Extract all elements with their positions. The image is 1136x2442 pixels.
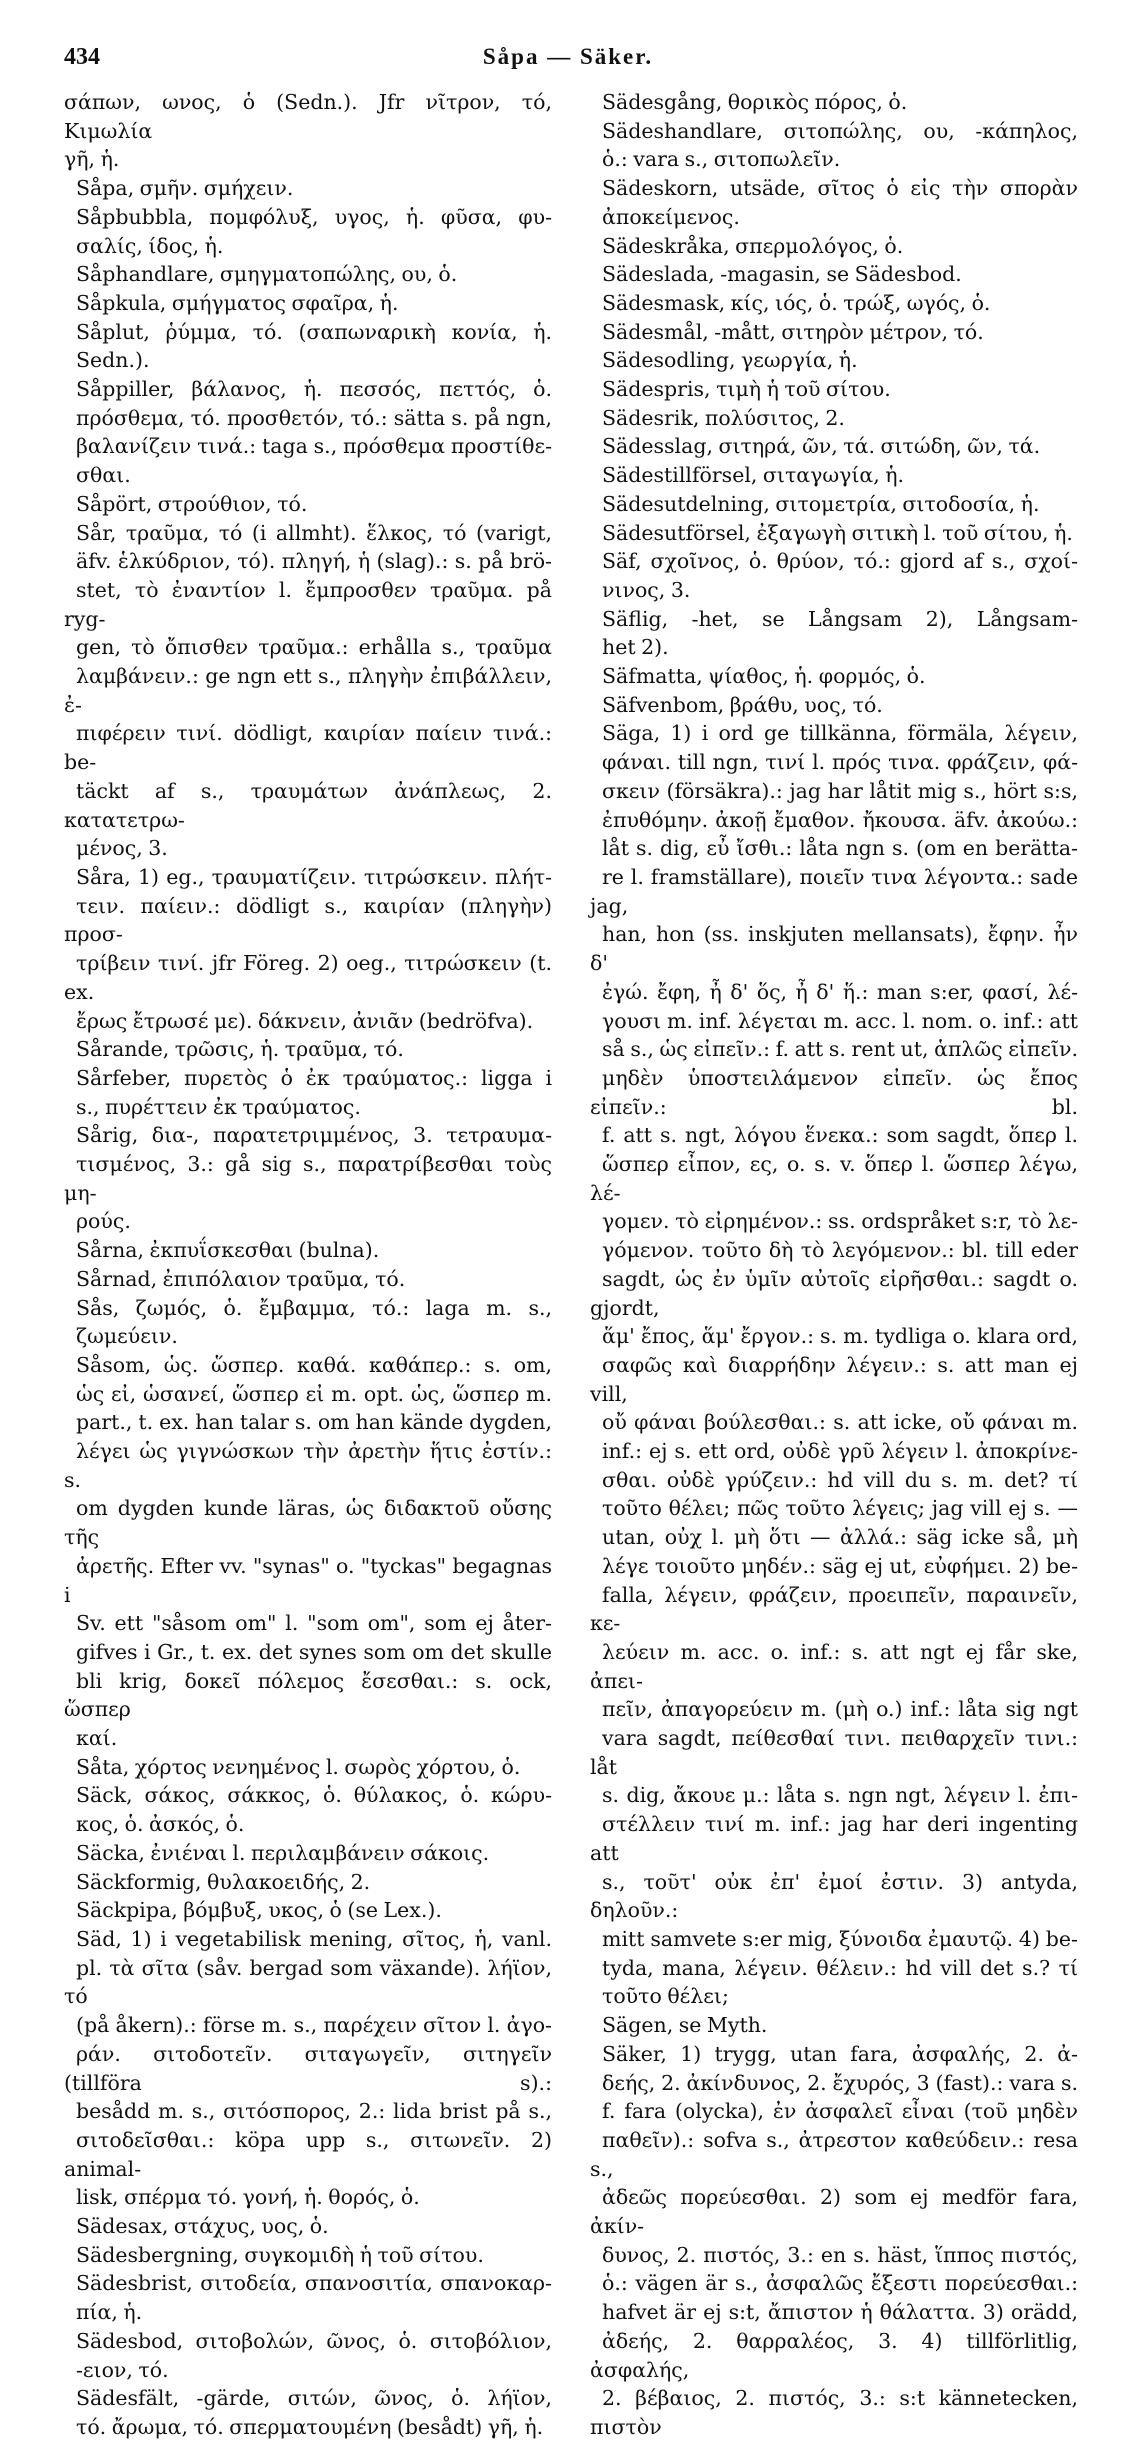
entry-line: Sädesmål, -mått, σιτηρὸν μέτρον, τό.: [602, 319, 984, 344]
entry-line: ἀδεῶς πορεύεσθαι. 2) som ej medför fara, ἀκίν-: [590, 2185, 1078, 2239]
entry-line: Sädesbod, σιτοβολών, ῶνος, ὁ. σιτοβόλιον,: [76, 2328, 552, 2353]
entry-line: Såsom, ὡς. ὥσπερ. καθά. καθάπερ.: s. om,: [76, 1352, 552, 1377]
entry-line: Sedn.).: [76, 348, 150, 373]
dictionary-entry: [64, 289, 552, 318]
page-header: [64, 44, 1072, 74]
entry-line: Säker, 1) trygg, utan fara, ἀσφαλής, 2. ἀ-: [602, 2041, 1078, 2066]
entry-line: νινος, 3.: [602, 577, 691, 602]
dictionary-entry: [590, 260, 1078, 289]
dictionary-entry: [64, 2241, 552, 2270]
entry-line: Såpkula, σμήγματος σφαῖρα, ἡ.: [76, 290, 399, 315]
entry-line: πία, ἡ.: [76, 2300, 143, 2325]
dictionary-entry: [590, 174, 1078, 231]
entry-line: Säck, σάκος, σάκκος, ὁ. θύλακος, ὁ. κώρυ-: [76, 1783, 552, 1808]
dictionary-entry: [64, 519, 552, 863]
entry-line: γῆ, ἡ.: [64, 147, 120, 172]
entry-line: σκειν (försäkra).: jag har låtit mig s., hört s:s,: [602, 778, 1078, 803]
dictionary-entry: [590, 88, 1078, 117]
entry-line: 2. βέβαιος, 2. πιστός, 3.: s:t kännetecken, πιστὸν: [590, 2386, 1078, 2439]
entry-line: γουσι m. inf. λέγεται m. acc. l. nom. o. inf.: att: [602, 1008, 1078, 1033]
entry-line: Sädesodling, γεωργία, ἡ.: [602, 348, 858, 373]
entry-line: Säcka, ἐνιέναι l. περιλαμβάνειν σάκοις.: [76, 1840, 490, 1865]
entry-line: Sägen, se Myth.: [602, 2013, 768, 2038]
entry-line: ρούς.: [76, 1209, 131, 1234]
entry-line: ὁ.: vägen är s., ἀσφαλῶς ἔξεστι πορεύεσθαι.:: [602, 2271, 1078, 2296]
dictionary-entry: [64, 1236, 552, 1265]
continued-entry: [64, 88, 552, 174]
dictionary-entry: [64, 1064, 552, 1121]
entry-line: παθεῖν).: sofva s., ἀτρεστον καθεύδειν.: resa s.,: [590, 2127, 1078, 2181]
dictionary-entry: [590, 117, 1078, 174]
dictionary-entry: [64, 2327, 552, 2384]
dictionary-entry: [590, 232, 1078, 261]
dictionary-entry: [64, 1121, 552, 1236]
entry-line: Såpbubbla, πομφόλυξ, υγος, ἡ. φῦσα, φυ-: [76, 204, 552, 229]
entry-line: Såra, 1) eg., τραυματίζειν. τιτρώσκειν. πλήτ-: [76, 864, 552, 889]
entry-line: μηδὲν ὑποστειλάμενον εἰπεῖν. ὡς ἔπος εἰπεῖν.: bl.: [590, 1065, 1078, 1119]
entry-line: τρίβειν τινί. jfr Föreg. 2) oeg., τιτρώσκειν (t. ex.: [64, 951, 552, 1004]
entry-line: μένος, 3.: [76, 836, 168, 861]
entry-line: s., πυρέττειν ἐκ τραύματος.: [76, 1094, 361, 1119]
entry-line: οὔ φάναι βούλεσθαι.: s. att icke, οὔ φάναι m.: [602, 1410, 1078, 1435]
entry-line: Såplut, ῥύμμα, τό. (σαπωναρικὴ κονία, ἡ.: [76, 319, 552, 344]
entry-line: γόμενον. τοῦτο δὴ τὸ λεγόμενον.: bl. till eder: [602, 1238, 1078, 1263]
dictionary-entry: [590, 691, 1078, 720]
dictionary-entry: [64, 1035, 552, 1064]
entry-line: τειν. παίειν.: dödligt s., καιρίαν (πληγὴν) προσ-: [64, 893, 552, 947]
entry-line: Sås, ζωμός, ὁ. ἔμβαμμα, τό.: laga m. s.,: [76, 1295, 552, 1320]
entry-line: f. fara (olycka), ἐν ἀσφαλεῖ εἶναι (τοῦ μηδὲν: [602, 2099, 1078, 2124]
entry-line: Sårig, δια-, παρατετριμμένος, 3. τετραυμα-: [76, 1123, 552, 1148]
entry-line: πρόσθεμα, τό. προσθετόν, τό.: sätta s. på ngn,: [76, 405, 552, 430]
entry-line: ὁ.: vara s., σιτοπωλεῖν.: [602, 147, 841, 172]
dictionary-entry: [590, 719, 1078, 2011]
entry-line: Säd, 1) i vegetabilisk mening, σῖτος, ἡ, vanl.: [76, 1927, 552, 1951]
dictionary-entry: [64, 2269, 552, 2326]
entry-line: Sårande, τρῶσις, ἡ. τραῦμα, τό.: [76, 1037, 404, 1062]
dictionary-entry: [64, 1351, 552, 1753]
dictionary-entry: [590, 375, 1078, 404]
entry-line: Sädeslada, -magasin, se Sädesbod.: [602, 262, 962, 287]
entry-line: s. dig, ἄκουε μ.: låta s. ngn ngt, λέγειν l. ἐπι-: [602, 1783, 1078, 1808]
entry-line: λέγε τοιοῦτο μηδέν.: säg ej ut, εὐφήμει. 2) be-: [602, 1553, 1078, 1578]
entry-line: Sädestillförsel, σιταγωγία, ἡ.: [602, 463, 905, 488]
entry-line: Såpört, στρούθιον, τό.: [76, 491, 308, 516]
entry-line: σιτοδεῖσθαι.: köpa upp s., σιτωνεῖν. 2) animal-: [64, 2127, 552, 2181]
dictionary-entry: [64, 174, 552, 203]
running-head: Såpa — Säker.: [482, 44, 654, 69]
entry-line: Sädeshandlare, σιτοπώλης, ου, -κάπηλος,: [602, 118, 1078, 143]
left-column: [64, 88, 552, 2442]
entry-line: Sädesgång, θορικὸς πόρος, ὁ.: [602, 90, 908, 114]
entry-line: Sädesslag, σιτηρά, ῶν, τά. σιτώδη, ῶν, τά.: [602, 434, 1041, 459]
entry-line: Sv. ett "såsom om" l. "som om", som ej åter-: [76, 1611, 552, 1636]
entry-line: σαφῶς καὶ διαρρήδην λέγειν.: s. att man ej vill,: [590, 1352, 1078, 1406]
dictionary-entry: [590, 318, 1078, 347]
dictionary-entry: [64, 2384, 552, 2441]
entry-line: täckt af s., τραυμάτων ἀνάπλεως, 2. κατατετρω-: [64, 778, 552, 832]
entry-line: sagdt, ὡς ἐν ὑμῖν αὐτοῖς εἰρῆσθαι.: sagdt o. gjordt,: [590, 1266, 1078, 1320]
entry-line: vara sagdt, πείθεσθαί τινι. πειθαρχεῖν τινι.: låt: [590, 1726, 1078, 1779]
entry-line: ἔρως ἔτρωσέ με). δάκνειν, ἀνιᾶν (bedröfva).: [76, 1008, 534, 1033]
dictionary-entry: [64, 1839, 552, 1868]
entry-line: βαλανίζειν τινά.: taga s., πρόσθεμα προστίθε-: [76, 434, 552, 459]
entry-line: φάναι. till ngn, τινί l. πρός τινα. φράζειν, φά-: [602, 750, 1078, 775]
entry-line: ἐπυθόμην. ἀκοῇ ἔμαθον. ἤκουσα. äfv. ἀκούω.:: [602, 807, 1078, 832]
dictionary-entry: [64, 375, 552, 490]
entry-line: ἀδεής, 2. θαρραλέος, 3. 4) tillförlitlig, ἀσφαλής,: [590, 2328, 1078, 2382]
entry-line: Sädesfält, -gärde, σιτών, ῶνος, ὁ. λήϊον,: [76, 2386, 552, 2411]
entry-line: Säckpipa, βόμβυξ, υκος, ὁ (se Lex.).: [76, 1898, 442, 1923]
entry-line: så s., ὡς εἰπεῖν.: f. att s. rent ut, ἁπλῶς εἰπεῖν.: [602, 1037, 1078, 1062]
entry-line: Sädespris, τιμὴ ἡ τοῦ σίτου.: [602, 377, 891, 402]
entry-line: Såphandlare, σμηγματοπώλης, ου, ὁ.: [76, 262, 458, 287]
entry-line: hafvet är ej s:t, ἄπιστον ἡ θάλαττα. 3) orädd,: [602, 2300, 1078, 2325]
entry-line: f. att s. ngt, λόγου ἕνεκα.: som sagdt, ὅπερ l.: [602, 1123, 1078, 1148]
entry-line: σάπων, ωνος, ὁ (Sedn.). Jfr νῖτρον, τό, Κιμωλία: [64, 90, 552, 143]
entry-line: Sädesutdelning, σιτομετρία, σιτοδοσία, ἡ.: [602, 491, 1040, 516]
dictionary-entry: [590, 605, 1078, 662]
entry-line: han, hon (ss. inskjuten mellansats), ἔφην. ἦν δ': [590, 922, 1078, 976]
dictionary-entry: [590, 289, 1078, 318]
entry-line: ἅμ' ἔπος, ἅμ' ἔργον.: s. m. tydliga o. klara ord,: [602, 1324, 1078, 1349]
dictionary-entry: [64, 1781, 552, 1838]
entry-line: het 2).: [602, 635, 669, 660]
entry-line: ἀρετῆς. Efter vv. "synas" o. "tyckas" begagnas i: [64, 1553, 552, 1607]
entry-line: Sädesax, στάχυς, υος, ὁ.: [76, 2214, 329, 2239]
entry-line: Säga, 1) i ord ge tillkänna, förmäla, λέγειν,: [602, 721, 1078, 746]
dictionary-entry: [64, 1265, 552, 1294]
entry-line: Sädesbrist, σιτοδεία, σπανοσιτία, σπανοκαρ-: [76, 2271, 552, 2296]
entry-line: Säf, σχοῖνος, ὁ. θρύον, τό.: gjord af s., σχοί-: [602, 549, 1078, 574]
entry-line: ἐγώ. ἔφη, ἦ δ' ὅς, ἦ δ' ἥ.: man s:er, φασί, λέ-: [602, 979, 1078, 1004]
entry-line: besådd m. s., σιτόσπορος, 2.: lida brist på s.,: [76, 2099, 552, 2124]
dictionary-entry: [64, 318, 552, 375]
entry-line: κος, ὁ. ἀσκός, ὁ.: [76, 1812, 245, 1837]
dictionary-entry: [64, 1925, 552, 2212]
entry-line: τό. ἄρωμα, τό. σπερματουμένη (besådt) γῆ, ἡ.: [76, 2414, 544, 2439]
entry-line: s., τοῦτ' οὐκ ἐπ' ἐμοί ἐστιν. 3) antyda, δηλοῦν.:: [590, 1869, 1078, 1923]
entry-line: γομεν. τὸ εἰρημένον.: ss. ordspråket s:r, τὸ λε-: [602, 1209, 1078, 1234]
entry-line: σθαι. οὐδὲ γρύζειν.: hd vill du s. m. det? τί: [602, 1467, 1078, 1492]
entry-line: tyda, mana, λέγειν. θέλειν.: hd vill det s.? τί: [602, 1955, 1078, 1980]
entry-line: Såpa, σμῆν. σμήχειν.: [76, 176, 294, 201]
dictionary-entry: [64, 1753, 552, 1782]
entry-line: ὥσπερ εἶπον, ες, o. s. v. ὅπερ l. ὥσπερ λέγω, λέ-: [590, 1152, 1078, 1205]
entry-line: gifves i Gr., t. ex. det synes som om det skulle: [76, 1639, 552, 1664]
dictionary-entry: [64, 260, 552, 289]
entry-line: στέλλειν τινί m. inf.: jag har deri ingenting att: [590, 1812, 1078, 1865]
entry-line: Sädeskråka, σπερμολόγος, ὁ.: [602, 233, 904, 258]
page-number: 434: [64, 44, 100, 70]
dictionary-entry: [590, 662, 1078, 691]
dictionary-entry: [64, 203, 552, 260]
entry-line: σαλίς, ίδος, ἡ.: [76, 233, 224, 258]
entry-line: om dygden kunde läras, ὡς διδακτοῦ οὔσης τῆς: [64, 1496, 552, 1550]
entry-line: πεῖν, ἀπαγορεύειν m. (μὴ o.) inf.: låta sig ngt: [602, 1697, 1078, 1722]
dictionary-entry: [64, 1294, 552, 1351]
entry-line: τισμένος, 3.: gå sig s., παρατρίβεσθαι τοὺς μη-: [64, 1152, 552, 1205]
entry-line: Säfmatta, ψίαθος, ἡ. φορμός, ὁ.: [602, 664, 926, 689]
entry-line: Sårfeber, πυρετὸς ὁ ἐκ τραύματος.: ligga i: [76, 1065, 552, 1090]
entry-line: inf.: ej s. ett ord, οὐδὲ γρῦ λέγειν l. ἀποκρίνε-: [602, 1439, 1078, 1464]
entry-line: bli krig, δοκεῖ πόλεμος ἔσεσθαι.: s. ock, ὥσπερ: [64, 1668, 552, 1722]
entry-line: gen, τὸ ὄπισθεν τραῦμα.: erhålla s., τραῦμα: [76, 635, 552, 660]
entry-line: part., t. ex. han talar s. om han kände dygden,: [76, 1410, 552, 1435]
dictionary-entry: [590, 490, 1078, 519]
entry-line: Sårnad, ἐπιπόλαιον τραῦμα, τό.: [76, 1266, 406, 1291]
entry-line: δεής, 2. ἀκίνδυνος, 2. ἔχυρός, 3 (fast).: vara s.: [602, 2070, 1078, 2095]
dictionary-entry: [590, 461, 1078, 490]
entry-line: ζωμεύειν.: [76, 1324, 178, 1349]
entry-line: λεύειν m. acc. o. inf.: s. att ngt ej får ske, ἀπει-: [590, 1639, 1078, 1693]
dictionary-entry: [64, 1868, 552, 1897]
dictionary-entry: [64, 2212, 552, 2241]
entry-line: Sädesmask, κίς, ιός, ὁ. τρώξ, ωγός, ὁ.: [602, 290, 991, 315]
entry-line: τοῦτο θέλει; πῶς τοῦτο λέγεις; jag vill ej s. —: [602, 1496, 1078, 1521]
dictionary-entry: [64, 1896, 552, 1925]
entry-line: Sår, τραῦμα, τό (i allmht). ἕλκος, τό (varigt,: [76, 520, 552, 545]
entry-line: τοῦτο θέλει;: [602, 1984, 729, 2009]
entry-line: δυνος, 2. πιστός, 3.: en s. häst, ἵππος πιστός,: [602, 2242, 1078, 2267]
entry-line: Sädesrik, πολύσιτος, 2.: [602, 405, 845, 430]
entry-line: Såta, χόρτος νενημένος l. σωρὸς χόρτου, ὁ.: [76, 1754, 521, 1779]
dictionary-entry: [590, 404, 1078, 433]
entry-line: Säckformig, θυλακοειδής, 2.: [76, 1869, 371, 1894]
entry-line: ράν. σιτοδοτεῖν. σιταγωγεῖν, σιτηγεῖν (tillföra s).:: [64, 2041, 552, 2095]
entry-line: Sädesutförsel, ἐξαγωγὴ σιτικὴ l. τοῦ σίτου, ἡ.: [602, 520, 1073, 545]
entry-line: re l. framställare), ποιεῖν τινα λέγοντα.: sade jag,: [590, 864, 1078, 918]
entry-line: λαμβάνειν.: ge ngn ett s., πληγὴν ἐπιβάλλειν, ἐ-: [64, 664, 552, 717]
entry-line: Sädesbergning, συγκομιδὴ ἡ τοῦ σίτου.: [76, 2242, 484, 2267]
entry-line: ὡς εἰ, ὡσανεί, ὥσπερ εἰ m. opt. ὡς, ὥσπερ m.: [76, 1381, 552, 1406]
entry-line: Sårna, ἐκπυΐσκεσθαι (bulna).: [76, 1238, 380, 1263]
entry-line: -ειον, τό.: [76, 2357, 169, 2382]
entry-line: stet, τὸ ἐναντίον l. ἔμπροσθεν τραῦμα. på ryg-: [64, 577, 552, 631]
entry-line: (på åkern).: förse m. s., παρέχειν σῖτον l. ἀγο-: [76, 2013, 552, 2038]
entry-line: ἀποκείμενος.: [602, 204, 740, 229]
entry-line: Såppiller, βάλανος, ἡ. πεσσός, πεττός, ὁ.: [76, 377, 552, 402]
entry-line: utan, οὐχ l. μὴ ὅτι — ἀλλά.: säg icke så, μὴ: [602, 1525, 1078, 1550]
entry-line: mitt samvete s:er mig, ξύνοιδα ἐμαυτῷ. 4) be-: [602, 1927, 1078, 1951]
entry-line: äfv. ἑλκύδριον, τό). πληγή, ἡ (slag).: s. på brö-: [76, 549, 552, 574]
entry-line: pl. τὰ σῖτα (såv. bergad som växande). λήϊον, τό: [64, 1955, 552, 2009]
entry-line: σθαι.: [76, 463, 131, 488]
entry-line: falla, λέγειν, φράζειν, προειπεῖν, παραινεῖν, κε-: [590, 1582, 1078, 1636]
dictionary-entry: [590, 432, 1078, 461]
dictionary-entry: [64, 490, 552, 519]
entry-line: καί.: [76, 1726, 118, 1751]
entry-line: Säflig, -het, se Långsam 2), Långsam-: [602, 606, 1078, 631]
entry-line: πιφέρειν τινί. dödligt, καιρίαν παίειν τινά.: be-: [64, 721, 552, 775]
entry-line: λέγει ὡς γιγνώσκων τὴν ἀρετὴν ἥτις ἐστίν.: s.: [64, 1439, 552, 1492]
right-column: [590, 88, 1078, 2442]
dictionary-entry: [590, 519, 1078, 548]
entry-line: Sädeskorn, utsäde, σῖτος ὁ εἰς τὴν σπορὰν: [602, 176, 1078, 201]
dictionary-entry: [64, 863, 552, 1035]
entry-line: lisk, σπέρμα τό. γονή, ἡ. θορός, ὁ.: [76, 2185, 420, 2210]
dictionary-entry: [590, 547, 1078, 604]
dictionary-entry: [590, 2011, 1078, 2040]
entry-line: låt s. dig, εὖ ἴσθι.: låta ngn s. (om en berätta-: [602, 836, 1078, 861]
entry-line: Säfvenbom, βράθυ, υος, τό.: [602, 692, 883, 717]
dictionary-entry: [590, 346, 1078, 375]
dictionary-entry: [590, 2040, 1078, 2442]
